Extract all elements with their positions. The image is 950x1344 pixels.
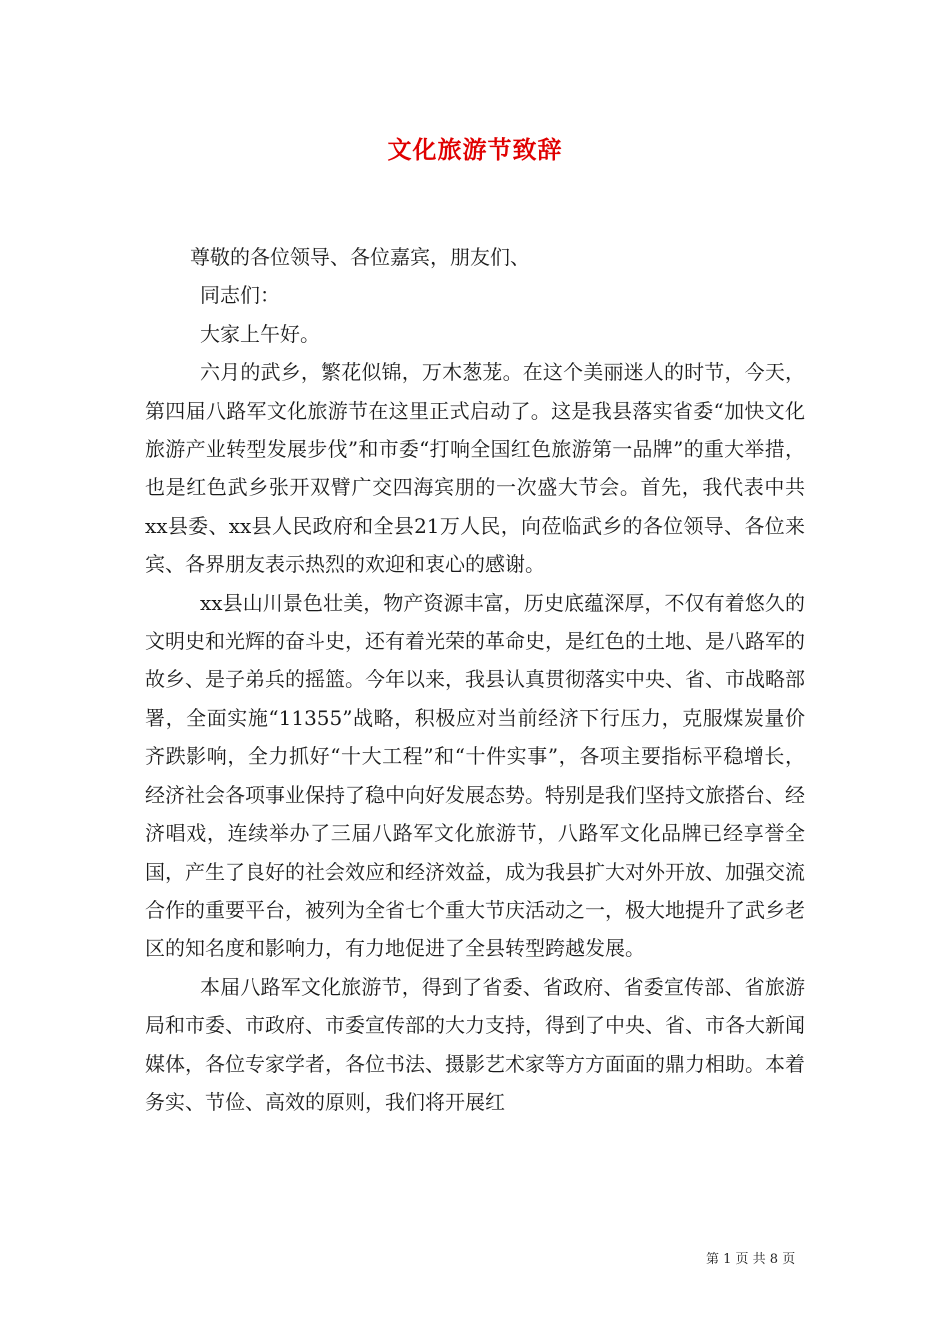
greeting-line: 尊敬的各位领导、各位嘉宾，朋友们、: [190, 245, 530, 269]
page-number: 第 1 页 共 8 页: [706, 1252, 796, 1267]
greeting-line: 大家上午好。: [200, 321, 320, 346]
greeting-line: 同志们：: [200, 283, 280, 308]
body-paragraph: 六月的武乡，繁花似锦，万木葱茏。在这个美丽迷人的时节，今天，第四届八路军文化旅游节在这里正式启动了。这是我县落实省委“加快文化旅游产业转型发展步伐”和市委“打响全国红色旅游第一品牌”的重大举措，也是红色武乡张开双臂广交四海宾朋的一次盛大节会。首先，我代表中共xx县委、xx县人民政府和全县21万人民，向莅临武乡的各位领导、各位来宾、各界朋友表示热烈的欢迎和衷心的感谢。: [145, 360, 805, 577]
document-title: 文化旅游节致辞: [387, 135, 563, 164]
body-paragraph: xx县山川景色壮美，物产资源丰富，历史底蕴深厚，不仅有着悠久的文明史和光辉的奋斗史，还有着光荣的革命史，是红色的土地、是八路军的故乡、是子弟兵的摇篮。今年以来，我县认真贯彻落实中央、省、市战略部署，全面实施“11355”战略，积极应对当前经济下行压力，克服煤炭量价齐跌影响，全力抓好“十大工程”和“十件实事”，各项主要指标平稳增长，经济社会各项事业保持了稳中向好发展态势。特别是我们坚持文旅搭台、经济唱戏，连续举办了三届八路军文化旅游节，八路军文化品牌已经享誉全国，产生了良好的社会效应和经济效益，成为我县扩大对外开放、加强交流合作的重要平台，被列为全省七个重大节庆活动之一，极大地提升了武乡老区的知名度和影响力，有力地促进了全县转型跨越发展。: [145, 590, 805, 961]
document-body: [145, 238, 805, 1121]
body-paragraph: 本届八路军文化旅游节，得到了省委、省政府、省委宣传部、省旅游局和市委、市政府、市委宣传部的大力支持，得到了中央、省、市各大新闻媒体，各位专家学者，各位书法、摄影艺术家等方方面面的鼎力相助。本着务实、节俭、高效的原则，我们将开展红: [145, 974, 805, 1114]
